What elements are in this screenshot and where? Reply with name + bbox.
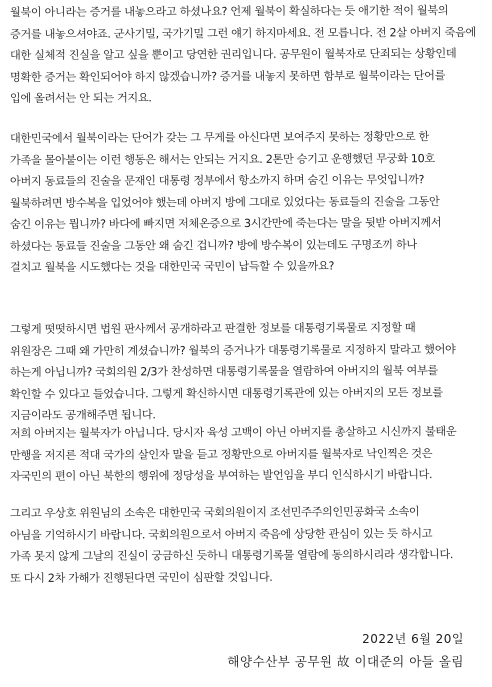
letter-line: 그리고 우상호 위원님의 소속은 대한민국 국회의원이지 조선민주주의인민공화국 소속이 [9,505,420,520]
letter-line: 또 다시 2차 가해가 진행된다면 국민이 심판할 것입니다. [9,570,273,585]
letter-line: 가족 못지 않게 그날의 진실이 궁금하신 듯하니 대통령기록물 열람에 동의하시리라 생각합니다. [9,548,454,563]
letter-line: 확인할 수 있다고 들었습니다. 그렇게 확신하시면 대통령기록관에 있는 아버지의 모든 정보를 [9,385,443,401]
letter-line: 자국민의 편이 아닌 북한의 행위에 정당성을 부여하는 발언임을 부디 인식하시기 바랍니다. [9,468,433,483]
letter-paragraph-4 [10,423,484,488]
letter-line: 명확한 증거는 확인되어야 하지 않겠습니까? 증거를 내놓지 못하면 함부로 월북이라는 단어를 [9,68,446,84]
letter-paragraph-2 [10,128,484,279]
letter-line: 대한 실체적 진실을 알고 싶을 뿐이고 당연한 권리입니다. 공무원이 월북자로 단죄되는 상황인데 [9,47,457,62]
letter-line: 지금이라도 공개해주면 됩니다. [9,408,156,422]
letter-line: 숨긴 이유는 뭡니까? 바다에 빠지면 저체온증으로 3시간만에 죽는다는 말을 뒷받 아버지께서 [9,216,442,231]
letter-line: 입에 올려서는 안 되는 거지요. [9,91,152,105]
letter-line: 증거를 내놓으셔야죠. 군사기밀, 국가기밀 그런 얘기 하지마세요. 전 모릅니다. 전 2살 아버지 죽음에 [9,25,476,41]
letter-line: 가족을 몰아붙이는 이런 행동은 해서는 안되는 거지요. 2톤만 승기고 운행했던 무궁화 10호 [9,151,435,167]
letter-line: 만행을 저지른 적대 국가의 살인자 말을 듣고 정황만으로 아버지를 월북자로 낙인찍은 것은 [9,446,433,462]
letter-line: 아님을 기억하시기 바랍니다. 국회의원으로서 아버지 죽음에 상당한 관심이 있는 듯 하시고 [9,526,433,542]
letter-line: 걸치고 월북을 시도했다는 것을 대한민국 국민이 납득할 수 있을까요? [9,259,335,274]
letter-line: 하셨다는 동료들 진술을 그동안 왜 숨긴 겁니까? 방에 방수복이 있는데도 구명조끼 하나 [9,237,417,253]
letter-paragraph-1 [10,2,484,110]
letter-line: 월북이 아니라는 증거를 내놓으라고 하셨나요? 언제 월북이 확실하다는 듯 애기한 적이 월북의 [9,4,449,19]
letter-signature: 해양수산부 공무원 故 이대준의 아들 올림 [227,654,464,669]
letter-line: 그렇게 떳떳하시면 법원 판사께서 공개하라고 판결한 정보를 대통령기록물로 지정할 때 [9,321,416,336]
letter-paragraph-5 [10,503,484,589]
letter-date: 2022년 6월 20일 [362,632,464,646]
letter-paragraph-3 [10,319,484,427]
letter-line: 아버지 동료들의 진술을 문재인 대통령 정부에서 항소까지 하며 숨긴 이유는 무엇입니까? [9,173,425,188]
letter-line: 하는게 아닙니까? 국회의원 2/3가 찬성하면 대통령기록물을 열람하여 아버지의 월북 여부를 [9,364,438,379]
letter-line: 저희 아버지는 월북자가 아닙니다. 당시자 육성 고백이 아닌 아버지를 총살하고 시신까지 불태운 [9,425,457,440]
letter-line: 대한민국에서 월북이라는 단어가 갖는 그 무게를 아신다면 보여주지 못하는 정황만으로 한 [9,130,430,145]
letter-line: 월북하려면 방수복을 입었어야 했는데 아버지 방에 그대로 있었다는 동료들의 진술을 그동안 [9,194,440,210]
letter-line: 위원장은 그때 왜 가만히 계셨습니까? 월북의 증거나가 대통령기록물로 지정하지 말라고 했어야 [9,342,456,358]
